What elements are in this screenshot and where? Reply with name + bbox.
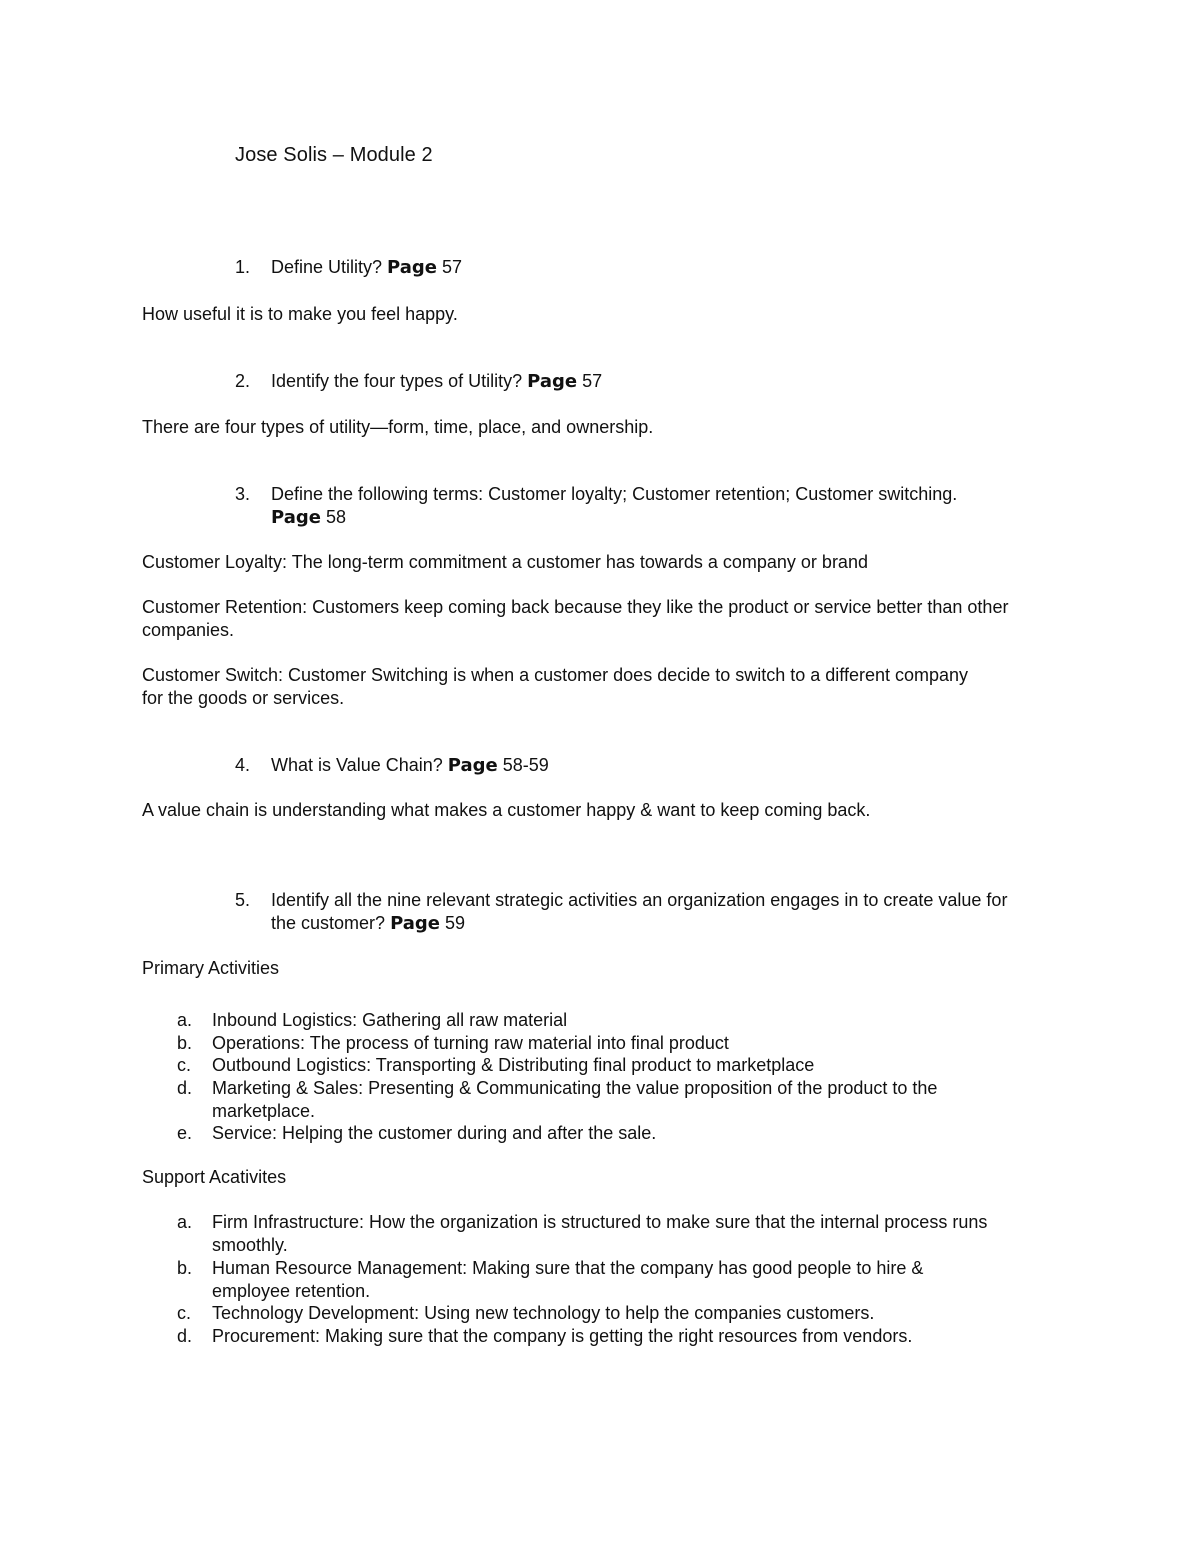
list-text: Marketing & Sales: Presenting & Communicating the value proposition of the product to the marketplace. xyxy=(212,1078,938,1121)
question-number: 3. xyxy=(235,484,251,504)
question-number: 5. xyxy=(235,890,251,910)
list-text: Firm Infrastructure: How the organization is structured to make sure that the internal process runs smoothly. xyxy=(212,1212,988,1255)
question-number: 1. xyxy=(235,257,251,277)
list-marker: d. xyxy=(177,1326,193,1346)
answer-1: How useful it is to make you feel happy. xyxy=(142,304,458,324)
question-text xyxy=(271,754,971,777)
page-reference: 57 xyxy=(437,257,463,277)
page-reference: 59 xyxy=(440,913,466,933)
answer-2: There are four types of utility—form, time, place, and ownership. xyxy=(142,417,654,437)
question-body: Identify all the nine relevant strategic activities an organization engages in to create value for the customer? xyxy=(271,890,1008,933)
question-number: 2. xyxy=(235,371,251,391)
page-label: Page xyxy=(387,257,437,278)
list-marker: e. xyxy=(177,1123,193,1143)
question-body: Identify the four types of Utility? xyxy=(271,371,528,391)
list-text: Operations: The process of turning raw material into final product xyxy=(212,1033,729,1053)
support-activities-heading: Support Acativites xyxy=(142,1167,287,1187)
list-marker: d. xyxy=(177,1078,193,1098)
answer-3-switch: Customer Switch: Customer Switching is when a customer does decide to switch to a different company for the goods or services. xyxy=(142,665,969,708)
document-title: Jose Solis – Module 2 xyxy=(235,144,433,166)
list-text: Service: Helping the customer during and after the sale. xyxy=(212,1123,657,1143)
page-reference: 57 xyxy=(577,371,603,391)
question-text xyxy=(271,256,971,279)
question-text xyxy=(271,370,971,393)
list-text: Procurement: Making sure that the company is getting the right resources from vendors. xyxy=(212,1326,913,1346)
list-marker: c. xyxy=(177,1303,192,1323)
list-marker: c. xyxy=(177,1055,192,1075)
list-text: Outbound Logistics: Transporting & Distributing final product to marketplace xyxy=(212,1055,815,1075)
answer-3-retention: Customer Retention: Customers keep coming back because they like the product or service better than other companies. xyxy=(142,597,1009,640)
page-label: Page xyxy=(390,913,441,934)
answer-4: A value chain is understanding what makes a customer happy & want to keep coming back. xyxy=(142,800,871,820)
list-marker: a. xyxy=(177,1212,193,1232)
list-marker: b. xyxy=(177,1258,193,1278)
question-text xyxy=(271,483,961,529)
page-reference: 58 xyxy=(320,507,346,527)
question-body: Define Utility? xyxy=(271,257,388,277)
question-body: Define the following terms: Customer loyalty; Customer retention; Customer switching. xyxy=(271,484,958,504)
page-reference: 58-59 xyxy=(497,755,549,775)
list-marker: a. xyxy=(177,1010,193,1030)
list-text: Technology Development: Using new technology to help the companies customers. xyxy=(212,1303,875,1323)
answer-3-loyalty: Customer Loyalty: The long-term commitment a customer has towards a company or brand xyxy=(142,552,868,572)
list-marker: b. xyxy=(177,1033,193,1053)
question-text xyxy=(271,889,1011,935)
question-body: What is Value Chain? xyxy=(271,755,448,775)
list-text: Inbound Logistics: Gathering all raw material xyxy=(212,1010,568,1030)
primary-activities-heading: Primary Activities xyxy=(142,958,280,978)
page-label: Page xyxy=(271,507,321,528)
page-label: Page xyxy=(527,371,578,392)
question-number: 4. xyxy=(235,755,251,775)
list-text: Human Resource Management: Making sure that the company has good people to hire & employee retention. xyxy=(212,1258,924,1301)
page-label: Page xyxy=(447,755,498,776)
